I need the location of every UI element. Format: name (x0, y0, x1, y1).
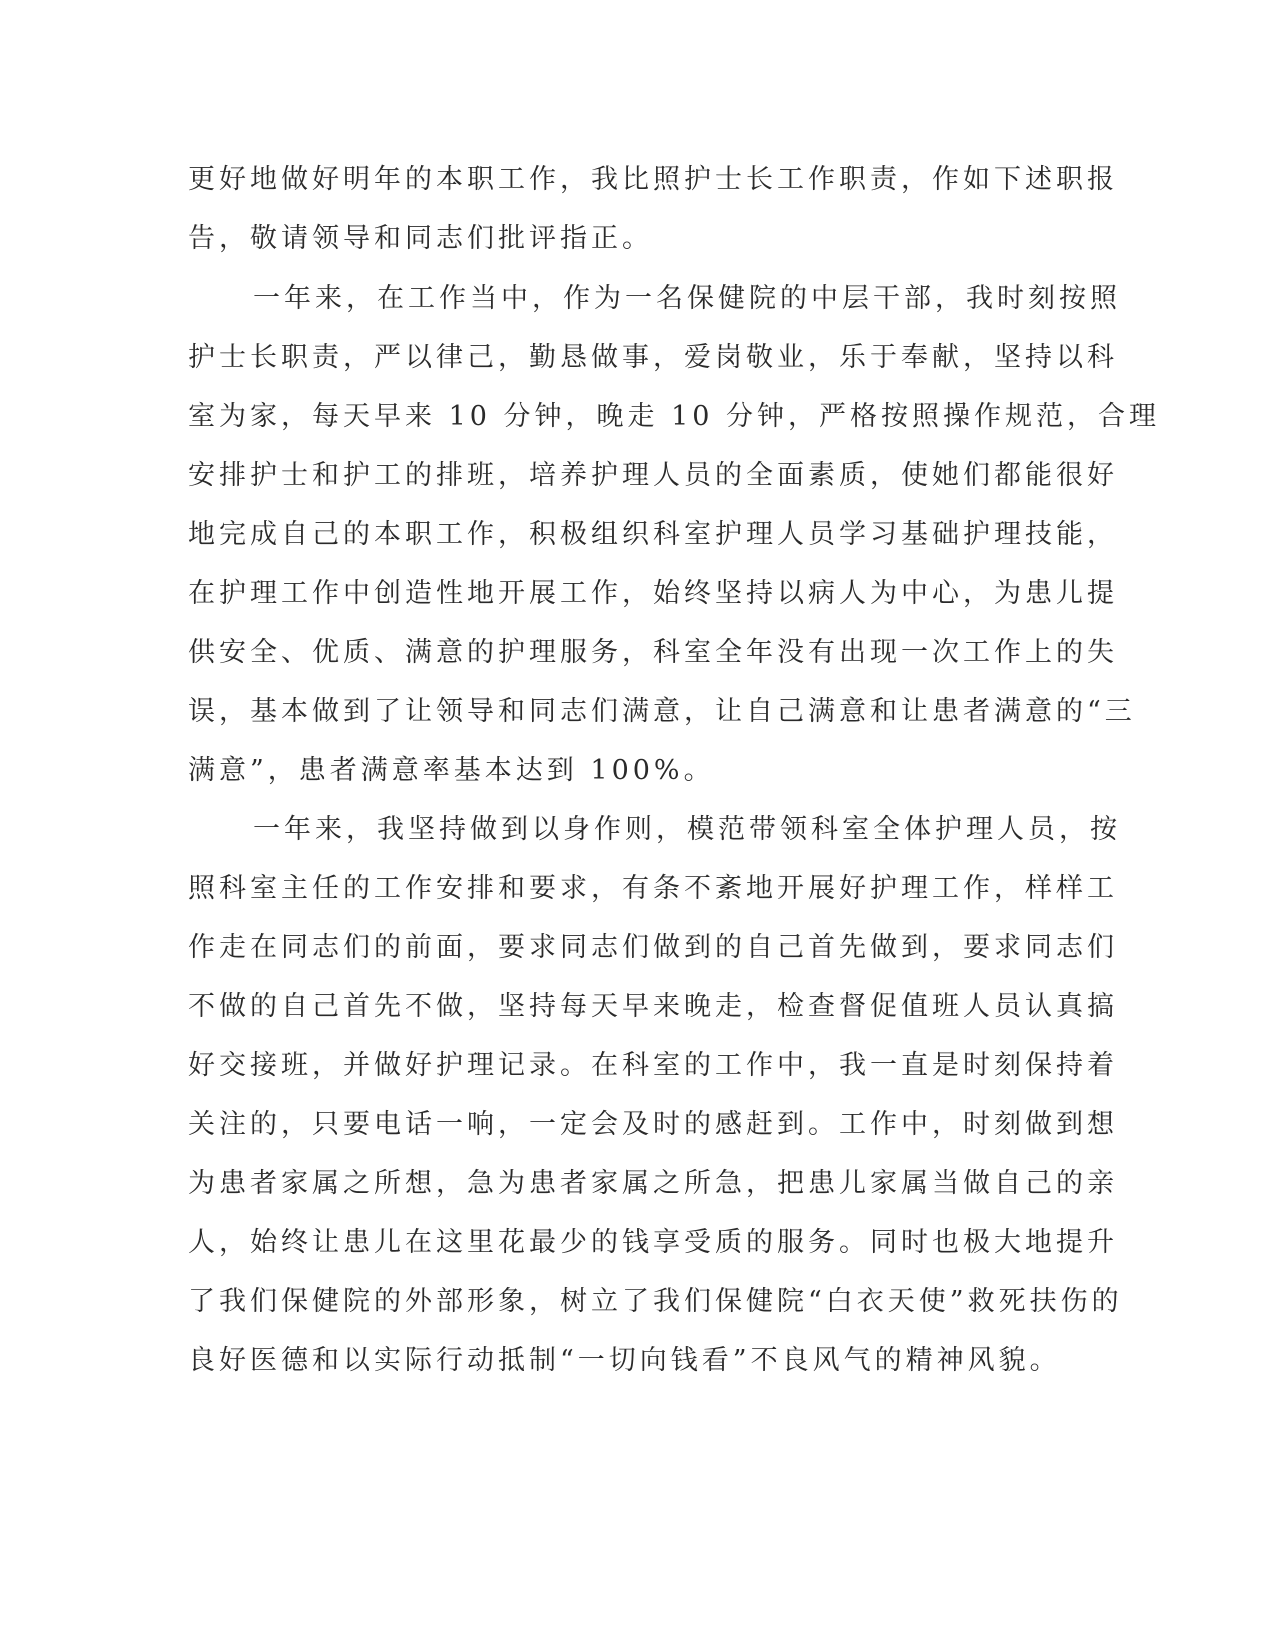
paragraph-line: 关注的，只要电话一响，一定会及时的感赶到。工作中，时刻做到想 (188, 1109, 1118, 1140)
paragraph-line: 了我们保健院的外部形象，树立了我们保健院“白衣天使”救死扶伤的 (188, 1286, 1123, 1317)
paragraph-first-line: 一年来，在工作当中，作为一名保健院的中层干部，我时刻按照 (253, 283, 1121, 314)
paragraph-line: 安排护士和护工的排班，培养护理人员的全面素质，使她们都能很好 (188, 460, 1118, 491)
paragraph-line: 照科室主任的工作安排和要求，有条不紊地开展好护理工作，样样工 (188, 873, 1118, 904)
paragraph-line: 为患者家属之所想，急为患者家属之所急，把患儿家属当做自己的亲 (188, 1168, 1118, 1199)
paragraph-line: 不做的自己首先不做，坚持每天早来晚走，检查督促值班人员认真搞 (188, 991, 1118, 1022)
paragraph-line: 在护理工作中创造性地开展工作，始终坚持以病人为中心，为患儿提 (188, 578, 1118, 609)
paragraph-line: 好交接班，并做好护理记录。在科室的工作中，我一直是时刻保持着 (188, 1050, 1118, 1081)
paragraph-line: 室为家，每天早来 10 分钟，晚走 10 分钟，严格按照操作规范，合理 (188, 401, 1161, 432)
paragraph-line: 满意”，患者满意率基本达到 100%。 (188, 755, 715, 786)
paragraph-line: 地完成自己的本职工作，积极组织科室护理人员学习基础护理技能， (188, 519, 1118, 550)
paragraph-line: 误，基本做到了让领导和同志们满意，让自己满意和让患者满意的“三 (188, 696, 1136, 727)
paragraph-line: 告，敬请领导和同志们批评指正。 (188, 223, 653, 254)
paragraph-line: 供安全、优质、满意的护理服务，科室全年没有出现一次工作上的失 (188, 637, 1118, 668)
paragraph-line: 作走在同志们的前面，要求同志们做到的自己首先做到，要求同志们 (188, 932, 1118, 963)
paragraph-line: 护士长职责，严以律己，勤恳做事，爱岗敬业，乐于奉献，坚持以科 (188, 342, 1118, 373)
paragraph-line: 更好地做好明年的本职工作，我比照护士长工作职责，作如下述职报 (188, 164, 1118, 195)
paragraph-first-line: 一年来，我坚持做到以身作则，模范带领科室全体护理人员，按 (253, 814, 1121, 845)
paragraph-line: 良好医德和以实际行动抵制“一切向钱看”不良风气的精神风貌。 (188, 1345, 1061, 1376)
paragraph-line: 人，始终让患儿在这里花最少的钱享受质的服务。同时也极大地提升 (188, 1227, 1118, 1258)
